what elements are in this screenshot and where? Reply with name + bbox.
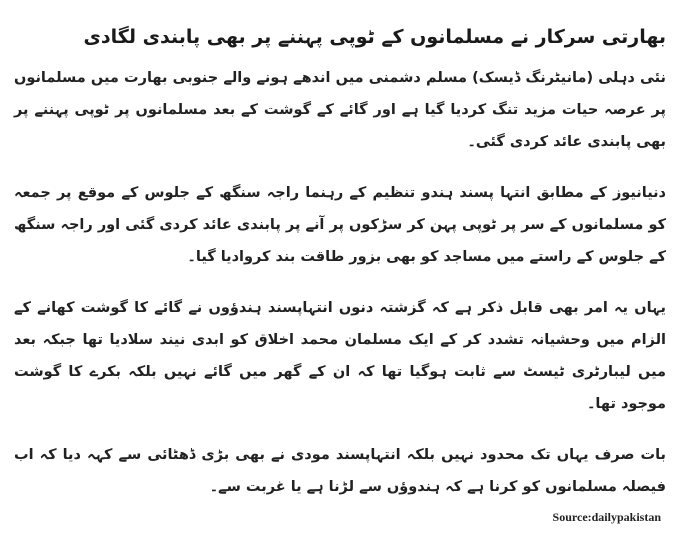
article-source: Source:dailypakistan bbox=[552, 510, 661, 524]
article-paragraph-2: دنیانیوز کے مطابق انتہا پسند ہندو تنظیم کے رہنما راجہ سنگھ کے جلوس کے موقع پر جمعہ کو مسلمانوں کے سر پر ٹوپی پہن کر سڑکوں پر آنے پر پابندی عائد کردی گئی اور راجہ سنگھ کے جلوس کے راستے میں مساجد کو بھی بزور طاقت بند کروادیا گیا۔ bbox=[14, 185, 666, 265]
news-article bbox=[14, 22, 666, 522]
article-paragraph-3: یہاں یہ امر بھی قابل ذکر ہے کہ گزشتہ دنوں انتہاپسند ہندؤوں نے گائے کا گوشت کھانے کے الزام میں وحشیانہ تشدد کر کے ایک مسلمان محمد اخلاق کو ابدی نیند سلادیا تھا جبکہ بعد میں لیبارٹری ٹیسٹ سے ثابت ہوگیا تھا کہ ان کے گھر میں گائے نہیں بلکہ بکرے کا گوشت موجود تھا۔ bbox=[14, 300, 666, 412]
article-paragraph-1: نئی دہلی (مانیٹرنگ ڈیسک) مسلم دشمنی میں اندھے ہونے والے جنوبی بھارت میں مسلمانوں پر عرصہ حیات مزید تنگ کردیا گیا ہے اور گائے کے گوشت کے بعد مسلمانوں پر ٹوپی پہننے پر بھی پابندی عائد کردی گئی۔ bbox=[14, 70, 666, 150]
article-paragraph-4: بات صرف یہاں تک محدود نہیں بلکہ انتہاپسند مودی نے بھی بڑی ڈھٹائی سے کہہ دیا کہ اب فیصلہ مسلمانوں کو کرنا ہے کہ ہندوؤں سے لڑنا ہے یا غربت سے۔ bbox=[14, 447, 666, 495]
article-headline: بھارتی سرکار نے مسلمانوں کے ٹوپی پہننے پر بھی پابندی لگادی bbox=[83, 26, 666, 48]
